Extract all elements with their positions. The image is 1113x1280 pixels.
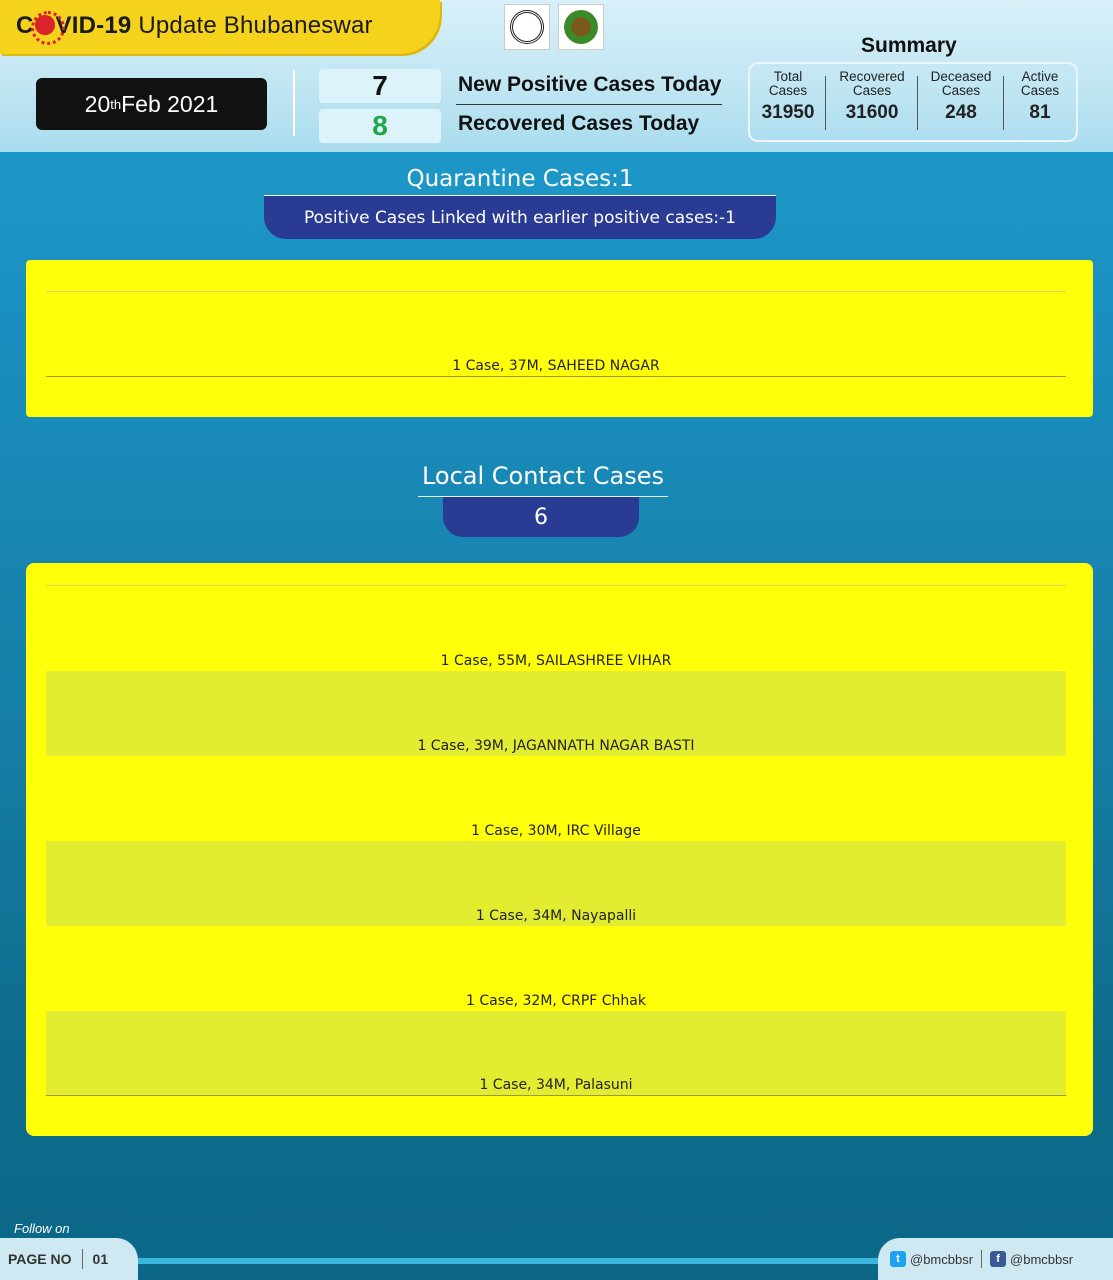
list-item: 1 Case, 55M, SAILASHREE VIHAR xyxy=(440,653,672,669)
facebook-icon[interactable]: f xyxy=(990,1251,1006,1267)
list-item: 1 Case, 34M, Palasuni xyxy=(46,1011,1066,1096)
recovered-label: Recovered Cases Today xyxy=(458,112,700,135)
quarantine-title: Quarantine Cases:1 xyxy=(406,166,634,192)
divider xyxy=(981,1250,982,1268)
summary-panel xyxy=(748,62,1078,142)
social-links xyxy=(878,1238,1113,1280)
divider xyxy=(293,70,295,136)
list-item: 1 Case, 34M, Nayapalli xyxy=(46,841,1066,926)
quarantine-case-list xyxy=(26,260,1093,417)
divider xyxy=(82,1249,83,1269)
page-number-tab xyxy=(0,1238,138,1280)
summary-total: Total Cases 31950 xyxy=(750,70,826,124)
summary-recovered: Recovered Cases 31600 xyxy=(826,70,918,124)
summary-deceased: Deceased Cases 248 xyxy=(918,70,1004,124)
title-banner xyxy=(0,0,440,54)
local-contact-title: Local Contact Cases xyxy=(421,462,665,490)
date-badge: 20 th Feb 2021 xyxy=(36,78,267,130)
summary-title: Summary xyxy=(861,34,957,57)
summary-active: Active Cases 81 xyxy=(1020,69,1060,123)
recovered-count: 8 xyxy=(319,109,441,143)
virus-icon xyxy=(35,15,55,35)
twitter-icon[interactable]: t xyxy=(890,1251,906,1267)
new-positive-count: 7 xyxy=(319,69,441,103)
odisha-govt-logo xyxy=(504,4,550,50)
local-contact-count: 6 xyxy=(443,497,639,537)
twitter-handle[interactable]: @bmcbbsr xyxy=(910,1251,974,1267)
list-item: 1 Case, 37M, SAHEED NAGAR xyxy=(46,292,1066,377)
list-item: 1 Case, 32M, CRPF Chhak xyxy=(466,993,646,1009)
follow-label: Follow on xyxy=(14,1221,70,1236)
new-positive-label: New Positive Cases Today xyxy=(458,73,722,96)
page-label: PAGE NO xyxy=(8,1251,72,1267)
local-contact-case-list xyxy=(26,563,1093,1136)
quarantine-subtitle: Positive Cases Linked with earlier positive cases:-1 xyxy=(264,196,776,239)
list-item: 1 Case, 30M, IRC Village xyxy=(471,823,641,839)
page-number: 01 xyxy=(92,1251,109,1267)
divider xyxy=(456,104,722,105)
page-title: C VID-19 Update Bhubaneswar xyxy=(16,12,373,39)
header xyxy=(0,0,1113,152)
list-item: 1 Case, 39M, JAGANNATH NAGAR BASTI xyxy=(46,671,1066,756)
facebook-handle[interactable]: @bmcbbsr xyxy=(1010,1251,1074,1267)
bmc-logo xyxy=(558,4,604,50)
